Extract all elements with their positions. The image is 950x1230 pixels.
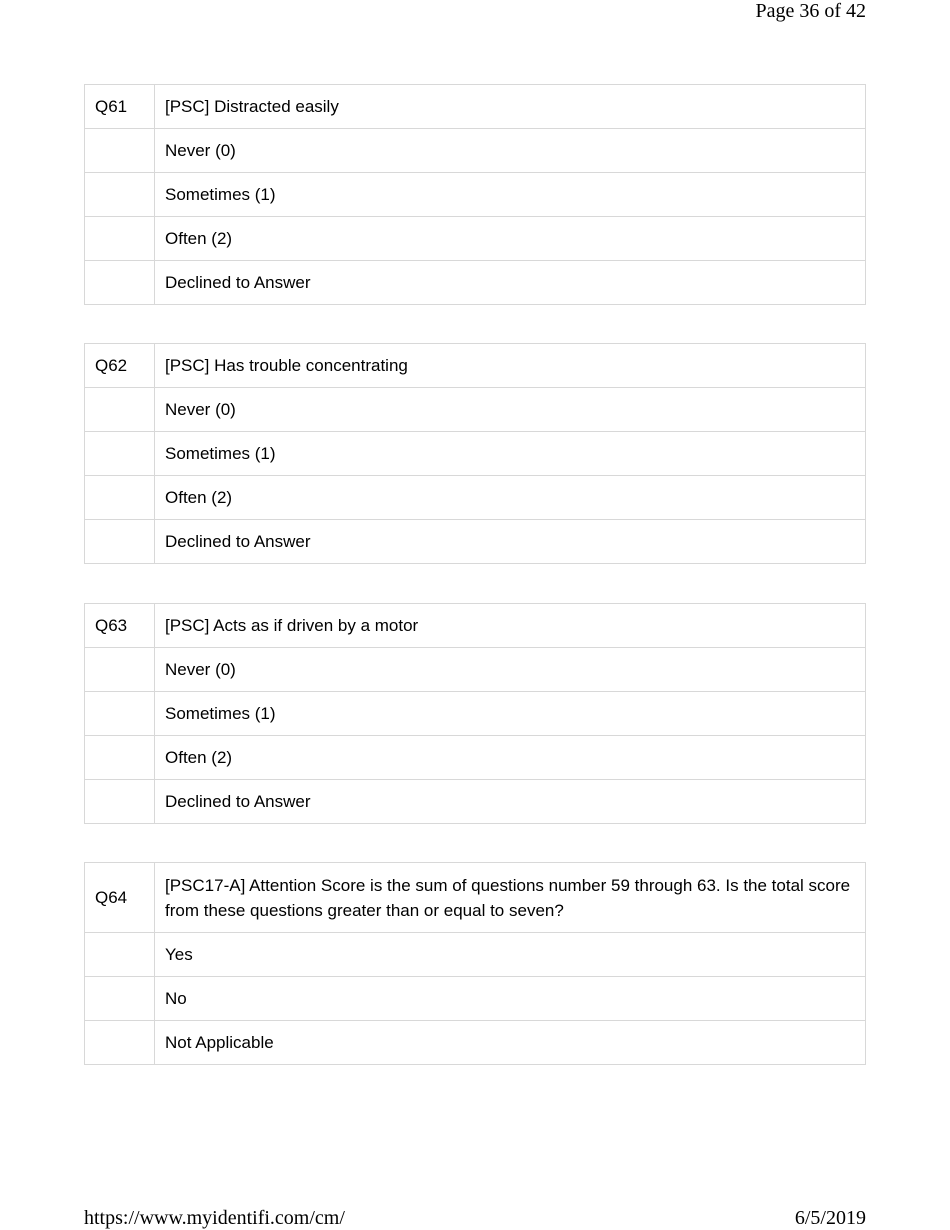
question-number: Q63	[85, 604, 155, 648]
option-label: Never (0)	[155, 129, 866, 173]
option-number-cell	[85, 476, 155, 520]
option-number-cell	[85, 261, 155, 305]
question-row	[85, 604, 866, 648]
page-number: Page 36 of 42	[755, 0, 866, 22]
option-number-cell	[85, 520, 155, 564]
option-number-cell	[85, 780, 155, 824]
option-row	[85, 432, 866, 476]
option-label: Often (2)	[155, 476, 866, 520]
question-number: Q64	[85, 863, 155, 933]
question-number: Q61	[85, 85, 155, 129]
option-row	[85, 217, 866, 261]
question-text: [PSC17-A] Attention Score is the sum of questions number 59 through 63. Is the total score from these questions greater than or equal to seven?	[155, 863, 866, 933]
option-label: No	[155, 977, 866, 1021]
question-table-q61	[84, 84, 866, 305]
option-number-cell	[85, 173, 155, 217]
option-label: Sometimes (1)	[155, 173, 866, 217]
option-number-cell	[85, 692, 155, 736]
question-number: Q62	[85, 344, 155, 388]
option-label: Yes	[155, 933, 866, 977]
option-label: Declined to Answer	[155, 780, 866, 824]
footer-date: 6/5/2019	[794, 1207, 866, 1229]
question-text: [PSC] Acts as if driven by a motor	[155, 604, 866, 648]
footer-url: https://www.myidentifi.com/cm/	[84, 1207, 345, 1229]
question-row	[85, 85, 866, 129]
option-number-cell	[85, 977, 155, 1021]
option-number-cell	[85, 648, 155, 692]
option-row	[85, 933, 866, 977]
option-row	[85, 173, 866, 217]
question-table-q64	[84, 862, 866, 1065]
option-number-cell	[85, 432, 155, 476]
option-label: Sometimes (1)	[155, 432, 866, 476]
question-row	[85, 863, 866, 933]
option-row	[85, 780, 866, 824]
question-text: [PSC] Has trouble concentrating	[155, 344, 866, 388]
option-number-cell	[85, 388, 155, 432]
question-table-q62	[84, 343, 866, 564]
question-text: [PSC] Distracted easily	[155, 85, 866, 129]
option-label: Often (2)	[155, 217, 866, 261]
option-number-cell	[85, 217, 155, 261]
option-row	[85, 692, 866, 736]
option-number-cell	[85, 736, 155, 780]
question-table-q63	[84, 603, 866, 824]
option-row	[85, 736, 866, 780]
option-row	[85, 977, 866, 1021]
option-label: Never (0)	[155, 648, 866, 692]
option-row	[85, 476, 866, 520]
option-row	[85, 520, 866, 564]
option-label: Sometimes (1)	[155, 692, 866, 736]
option-row	[85, 1021, 866, 1065]
option-row	[85, 388, 866, 432]
option-label: Declined to Answer	[155, 520, 866, 564]
option-label: Often (2)	[155, 736, 866, 780]
question-row	[85, 344, 866, 388]
option-number-cell	[85, 129, 155, 173]
option-row	[85, 129, 866, 173]
option-row	[85, 261, 866, 305]
option-label: Never (0)	[155, 388, 866, 432]
option-number-cell	[85, 1021, 155, 1065]
option-label: Declined to Answer	[155, 261, 866, 305]
option-number-cell	[85, 933, 155, 977]
option-label: Not Applicable	[155, 1021, 866, 1065]
option-row	[85, 648, 866, 692]
